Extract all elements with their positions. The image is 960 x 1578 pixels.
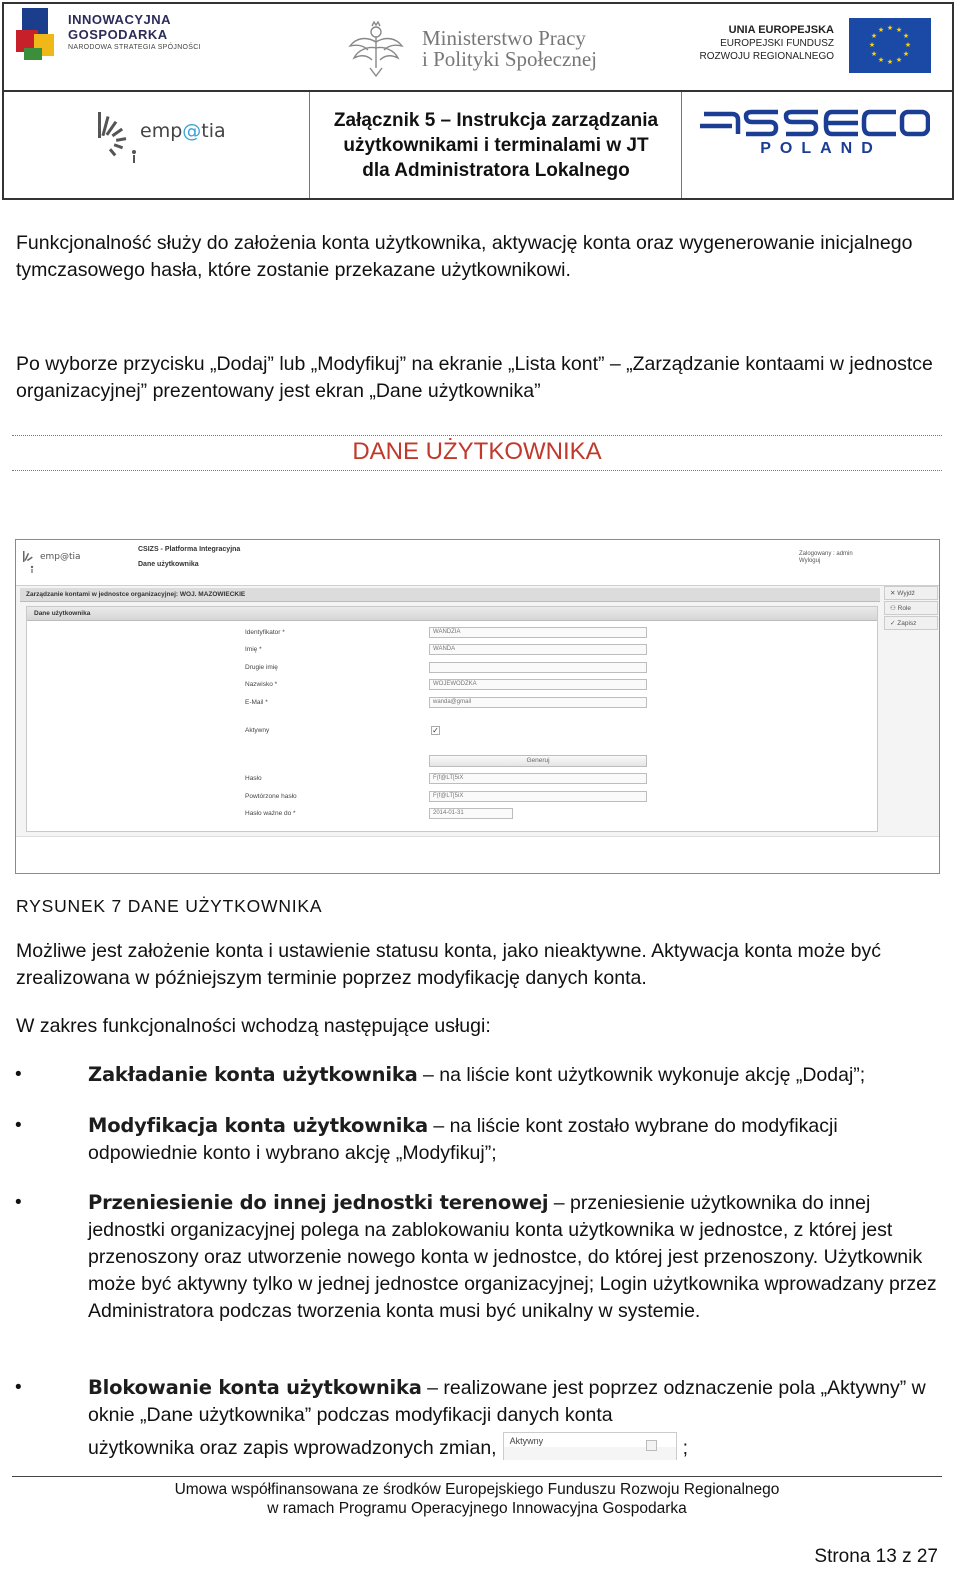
bullet-marker: • xyxy=(15,1377,22,1398)
user-data-panel xyxy=(26,606,878,832)
service-item-modify: Modyfikacja konta użytkownika – na liście kont zostało wybrane do modyfikacji odpowiednie konto i wybrano akcję „Modyfikuj”; xyxy=(88,1114,838,1164)
eu-flag-icon xyxy=(849,18,931,73)
ministry-name-line2: i Polityki Społecznej xyxy=(422,47,597,71)
service-term: Blokowanie konta użytkownika xyxy=(88,1376,422,1399)
email-input[interactable]: wanda@gmail xyxy=(429,697,647,708)
field-label-active: Aktywny xyxy=(245,727,270,734)
second-name-input[interactable] xyxy=(429,662,647,673)
svg-text:★: ★ xyxy=(902,50,910,58)
svg-text:★: ★ xyxy=(886,24,894,32)
active-field-inline-image: Aktywny xyxy=(503,1432,677,1460)
field-label-surname: Nazwisko * xyxy=(245,681,278,688)
innowacyjna-gospodarka-logo xyxy=(16,8,216,68)
header-cell-title xyxy=(310,92,682,198)
field-label-email: E-Mail * xyxy=(245,699,268,706)
figure-caption: RYSUNEK 7 DANE UŻYTKOWNIKA xyxy=(16,896,323,916)
service-item-create: Zakładanie konta użytkownika – na liście kont użytkownik wykonuje akcję „Dodaj”; xyxy=(88,1063,866,1086)
service-term: Zakładanie konta użytkownika xyxy=(88,1063,418,1086)
field-label-identifier: Identyfikator * xyxy=(245,629,285,636)
header-title-row xyxy=(4,92,952,198)
screen-title: Dane użytkownika xyxy=(138,561,199,568)
svg-text:★: ★ xyxy=(902,32,910,40)
field-label-second-name: Drugie imię xyxy=(245,664,278,671)
svg-text:★: ★ xyxy=(877,56,885,64)
service-item-block-continued: użytkownika oraz zapis wprowadzonych zmian, Aktywny ; xyxy=(88,1432,944,1462)
side-actions xyxy=(884,586,938,630)
logged-user: Zalogowany : admin xyxy=(799,551,853,557)
document-title: Załącznik 5 – Instrukcja zarządzania użytkownikami i terminalami w JT dla Administratora Lokalnego xyxy=(333,110,659,181)
identifier-input[interactable]: WANDZIA xyxy=(429,627,647,638)
generate-password-button[interactable]: Generuj xyxy=(429,755,647,767)
svg-text:★: ★ xyxy=(886,58,894,66)
password-expiry-input[interactable]: 2014-01-31 xyxy=(429,808,513,819)
service-item-block: Blokowanie konta użytkownika – realizowane jest poprzez odznaczenie pola „Aktywny” w oknie „Dane użytkownika” podczas modyfikacji danych konta xyxy=(88,1376,926,1426)
app-logo xyxy=(22,548,82,578)
roles-button[interactable]: ⚇ Role xyxy=(884,601,938,615)
field-label-password-expiry: Hasło ważne do * xyxy=(245,810,296,817)
ig-logo-line2: GOSPODARKA xyxy=(68,27,168,42)
bullet-marker: • xyxy=(15,1192,22,1213)
section-rule-top xyxy=(12,435,942,436)
header-logo-row xyxy=(4,4,952,92)
user-data-screenshot xyxy=(15,539,940,874)
active-checkbox[interactable]: ✓ xyxy=(432,726,439,735)
footer-line2: w ramach Programu Operacyjnego Innowacyjna Gospodarka xyxy=(267,1500,687,1517)
header-cell-empatia xyxy=(4,92,310,198)
ministry-name-line1: Ministerstwo Pracy xyxy=(422,26,586,50)
paragraph-activation: Możliwe jest założenie konta i ustawienie statusu konta, jako nieaktywne. Aktywacja konta może być zrealizowana w późniejszym terminie poprzez modyfikację danych konta. xyxy=(16,940,881,989)
surname-input[interactable]: WOJEWODZKA xyxy=(429,679,647,690)
service-term: Modyfikacja konta użytkownika xyxy=(88,1114,428,1137)
bullet-marker: • xyxy=(15,1064,22,1085)
app-logo-text: emp@tia xyxy=(40,552,81,562)
page-number: Strona 13 z 27 xyxy=(814,1546,938,1567)
eu-line1: UNIA EUROPEJSKA xyxy=(728,24,834,36)
ig-logo-line3: NARODOWA STRATEGIA SPÓJNOŚCI xyxy=(68,44,201,51)
section-title: DANE UŻYTKOWNIKA xyxy=(352,438,602,465)
asseco-poland-text: POLAND xyxy=(760,140,882,157)
breadcrumb: Zarządzanie kontami w jednostce organizacyjnej: WOJ. MAZOWIECKIE xyxy=(20,588,880,602)
empatia-wordmark: emp@tia xyxy=(140,120,226,142)
paragraph-screen-intro: Po wyborze przycisku „Dodaj” lub „Modyfikuj” na ekranie „Lista kont” – „Zarządzanie kontaami w jednostce organizacyjnej” prezentowany jest ekran „Dane użytkownika” xyxy=(16,353,933,402)
field-label-first-name: Imię * xyxy=(245,646,262,653)
eagle-emblem-icon xyxy=(346,18,406,78)
app-bottom-area xyxy=(16,836,939,874)
service-item-transfer: Przeniesienie do innej jednostki terenowej – przeniesienie użytkownika do innej jednostki organizacyjnej polega na zablokowaniu konta użytkownika w jednostce, z której jest przenoszony oraz utworzenie nowego konta w jednostce, do której jest przenoszony. Użytkownik może być aktywny tylko w jednej jednostce organizacyjnej; Login użytkownika wprowadzany przez Administratora podczas tworzenia konta musi być unikalny w systemie. xyxy=(88,1191,937,1322)
section-rule-bottom xyxy=(12,470,942,471)
empatia-mark-icon xyxy=(94,110,138,170)
field-label-repeat-password: Powtórzone hasło xyxy=(245,793,297,800)
svg-text:★: ★ xyxy=(868,41,876,49)
eu-line3: ROZWOJU REGIONALNEGO xyxy=(699,51,834,62)
save-button[interactable]: ✓ Zapisz xyxy=(884,616,938,630)
svg-text:★: ★ xyxy=(870,32,878,40)
active-checkbox-unchecked xyxy=(646,1440,657,1451)
svg-text:★: ★ xyxy=(870,50,878,58)
svg-text:★: ★ xyxy=(895,26,903,34)
app-title: CSIZS - Platforma Integracyjna xyxy=(138,546,241,553)
footer-rule xyxy=(12,1476,942,1477)
field-label-password: Hasło xyxy=(245,775,262,782)
asseco-logo xyxy=(698,104,930,142)
footer-line1: Umowa współfinansowana ze środków Europejskiego Funduszu Rozwoju Regionalnego xyxy=(174,1481,780,1498)
svg-text:★: ★ xyxy=(904,41,912,49)
app-logo-mark-icon xyxy=(22,550,38,574)
ig-mark-icon xyxy=(16,8,56,60)
panel-title: Dane użytkownika xyxy=(27,607,877,621)
bullet-marker: • xyxy=(15,1115,22,1136)
app-topbar xyxy=(16,540,939,586)
logout-link[interactable]: Wyloguj xyxy=(799,558,821,564)
first-name-input[interactable]: WANDA xyxy=(429,644,647,655)
document-header xyxy=(2,2,954,200)
exit-button[interactable]: ✕ Wyjdź xyxy=(884,586,938,600)
svg-text:★: ★ xyxy=(895,56,903,64)
repeat-password-input[interactable]: F(f@LT[5iX xyxy=(429,791,647,802)
header-cell-asseco xyxy=(682,92,952,198)
service-term: Przeniesienie do innej jednostki terenowej xyxy=(88,1191,549,1214)
eu-line2: EUROPEJSKI FUNDUSZ xyxy=(720,38,834,49)
ig-logo-line1: INNOWACYJNA xyxy=(68,12,172,27)
intro-paragraph: Funkcjonalność służy do założenia konta użytkownika, aktywację konta oraz wygenerowanie inicjalnego tymczasowego hasła, które zostanie przekazane użytkownikowi. xyxy=(16,232,913,281)
password-input[interactable]: F(f@LT[5iX xyxy=(429,773,647,784)
paragraph-services-intro: W zakres funkcjonalności wchodzą następujące usługi: xyxy=(16,1015,491,1037)
empatia-logo xyxy=(94,106,254,176)
svg-text:★: ★ xyxy=(877,26,885,34)
